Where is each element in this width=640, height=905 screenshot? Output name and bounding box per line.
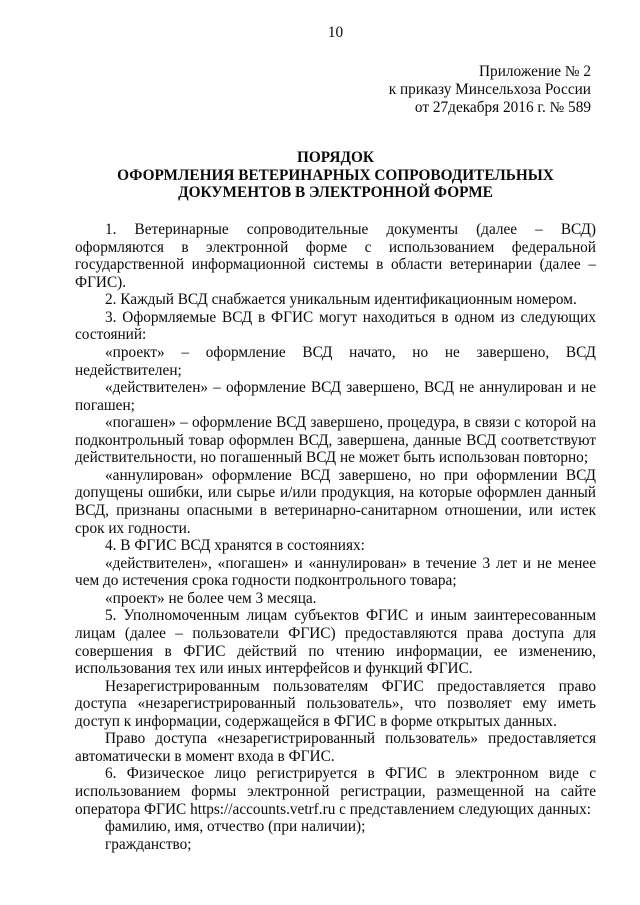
text-line: «аннулирован» оформление ВСД завершено, но при оформлении ВСД	[105, 466, 596, 484]
page-number: 10	[327, 24, 344, 41]
text-line: «проект» не более чем 3 месяца.	[105, 589, 317, 607]
appendix-header	[389, 63, 591, 117]
paragraph-list-item-name	[75, 818, 596, 836]
paragraph-list-item-citizenship	[75, 836, 596, 854]
text-line: состояний:	[75, 326, 147, 344]
paragraph-state-cancelled	[75, 467, 596, 537]
text-line: 3. Оформляемые ВСД в ФГИС могут находиться в одном из следующих	[105, 308, 596, 326]
text-line: гражданство;	[105, 835, 192, 853]
appendix-line: Приложение № 2	[479, 63, 591, 80]
text-line: оператора ФГИС https://accounts.vetrf.ru с представлением следующих данных:	[75, 800, 591, 818]
text-line: 6. Физическое лицо регистрируется в ФГИС в электронном виде с	[105, 765, 596, 783]
text-line: государственной информационной системы в области ветеринарии (далее –	[75, 256, 596, 274]
text-line: ВСД, признаны опасными в ветеринарно-санитарном отношении, или истек	[75, 502, 596, 519]
text-line: чем до истечения срока годности подконтрольного товара;	[75, 572, 457, 590]
text-line: «действителен» – оформление ВСД завершено, ВСД не аннулирован и не	[105, 379, 596, 397]
appendix-line: к приказу Минсельхоза России	[388, 81, 591, 98]
text-line: совершения в ФГИС действий по чтению информации, ее изменению,	[75, 642, 596, 660]
text-line: допущены ошибки, или сырье и/или продукция, на которые оформлен данный	[75, 484, 596, 502]
title-line: ДОКУМЕНТОВ В ЭЛЕКТРОННОЙ ФОРМЕ	[178, 184, 493, 201]
text-line: подконтрольный товар оформлен ВСД, завершена, данные ВСД соответствуют	[75, 431, 596, 449]
paragraph-4	[75, 537, 596, 555]
document-title	[75, 149, 596, 202]
appendix-line: от 27декабря 2016 г. № 589	[414, 99, 591, 116]
text-line: автоматически в момент входа в ФГИС.	[75, 747, 335, 765]
text-line: оформляются в электронной форме с использованием федеральной	[75, 238, 596, 256]
text-line: 4. В ФГИС ВСД хранятся в состояниях:	[105, 537, 365, 555]
paragraph-6	[75, 765, 596, 818]
text-line: доступ к информации, содержащейся в ФГИС в форме открытых данных.	[75, 712, 557, 730]
title-line: ОФОРМЛЕНИЯ ВЕТЕРИНАРНЫХ СОПРОВОДИТЕЛЬНЫХ	[117, 166, 554, 184]
text-line: использования тех или иных интерфейсов и функций ФГИС.	[75, 660, 473, 678]
text-line: лицам (далее – пользователи ФГИС) предоставляются права доступа для	[75, 624, 596, 642]
text-line: «действителен», «погашен» и «аннулирован» в течение 3 лет и не менее	[105, 554, 596, 572]
paragraph-access-right	[75, 730, 596, 765]
text-line: 5. Уполномоченным лицам субъектов ФГИС и иным заинтересованным	[105, 607, 596, 625]
paragraph-state-redeemed	[75, 414, 596, 467]
paragraph-5	[75, 607, 596, 677]
text-line: 1. Ветеринарные сопроводительные документы (далее – ВСД)	[105, 221, 596, 238]
text-line: действительности, но погашенный ВСД не может быть использован повторно;	[75, 449, 589, 467]
text-line: использованием формы электронной регистрации, размещенной на сайте	[75, 783, 596, 800]
text-line: фамилию, имя, отчество (при наличии);	[105, 818, 366, 836]
text-line: недействителен;	[75, 361, 182, 379]
title-line: ПОРЯДОК	[297, 149, 374, 166]
paragraph-unregistered-users	[75, 678, 596, 731]
paragraph-storage-project	[75, 590, 596, 608]
paragraph-2	[75, 291, 596, 309]
paragraph-storage-valid	[75, 555, 596, 590]
paragraph-state-project	[75, 344, 596, 379]
text-line: «проект» – оформление ВСД начато, но не завершено, ВСД	[105, 343, 596, 361]
paragraph-state-valid	[75, 379, 596, 414]
text-line: 2. Каждый ВСД снабжается уникальным идентификационным номером.	[105, 291, 577, 309]
text-line: доступа «незарегистрированный пользователь», что позволяет ему иметь	[75, 695, 596, 713]
text-line: «погашен» – оформление ВСД завершено, процедура, в связи с которой на	[105, 414, 596, 432]
paragraph-3	[75, 309, 596, 344]
text-line: срок их годности.	[75, 519, 191, 537]
text-line: Право доступа «незарегистрированный пользователь» предоставляется	[105, 730, 596, 748]
text-line: погашен;	[75, 396, 135, 414]
document-body	[75, 221, 596, 853]
text-line: Незарегистрированным пользователям ФГИС предоставляется право	[105, 677, 596, 695]
paragraph-1	[75, 221, 596, 291]
text-line: ФГИС).	[75, 273, 127, 291]
